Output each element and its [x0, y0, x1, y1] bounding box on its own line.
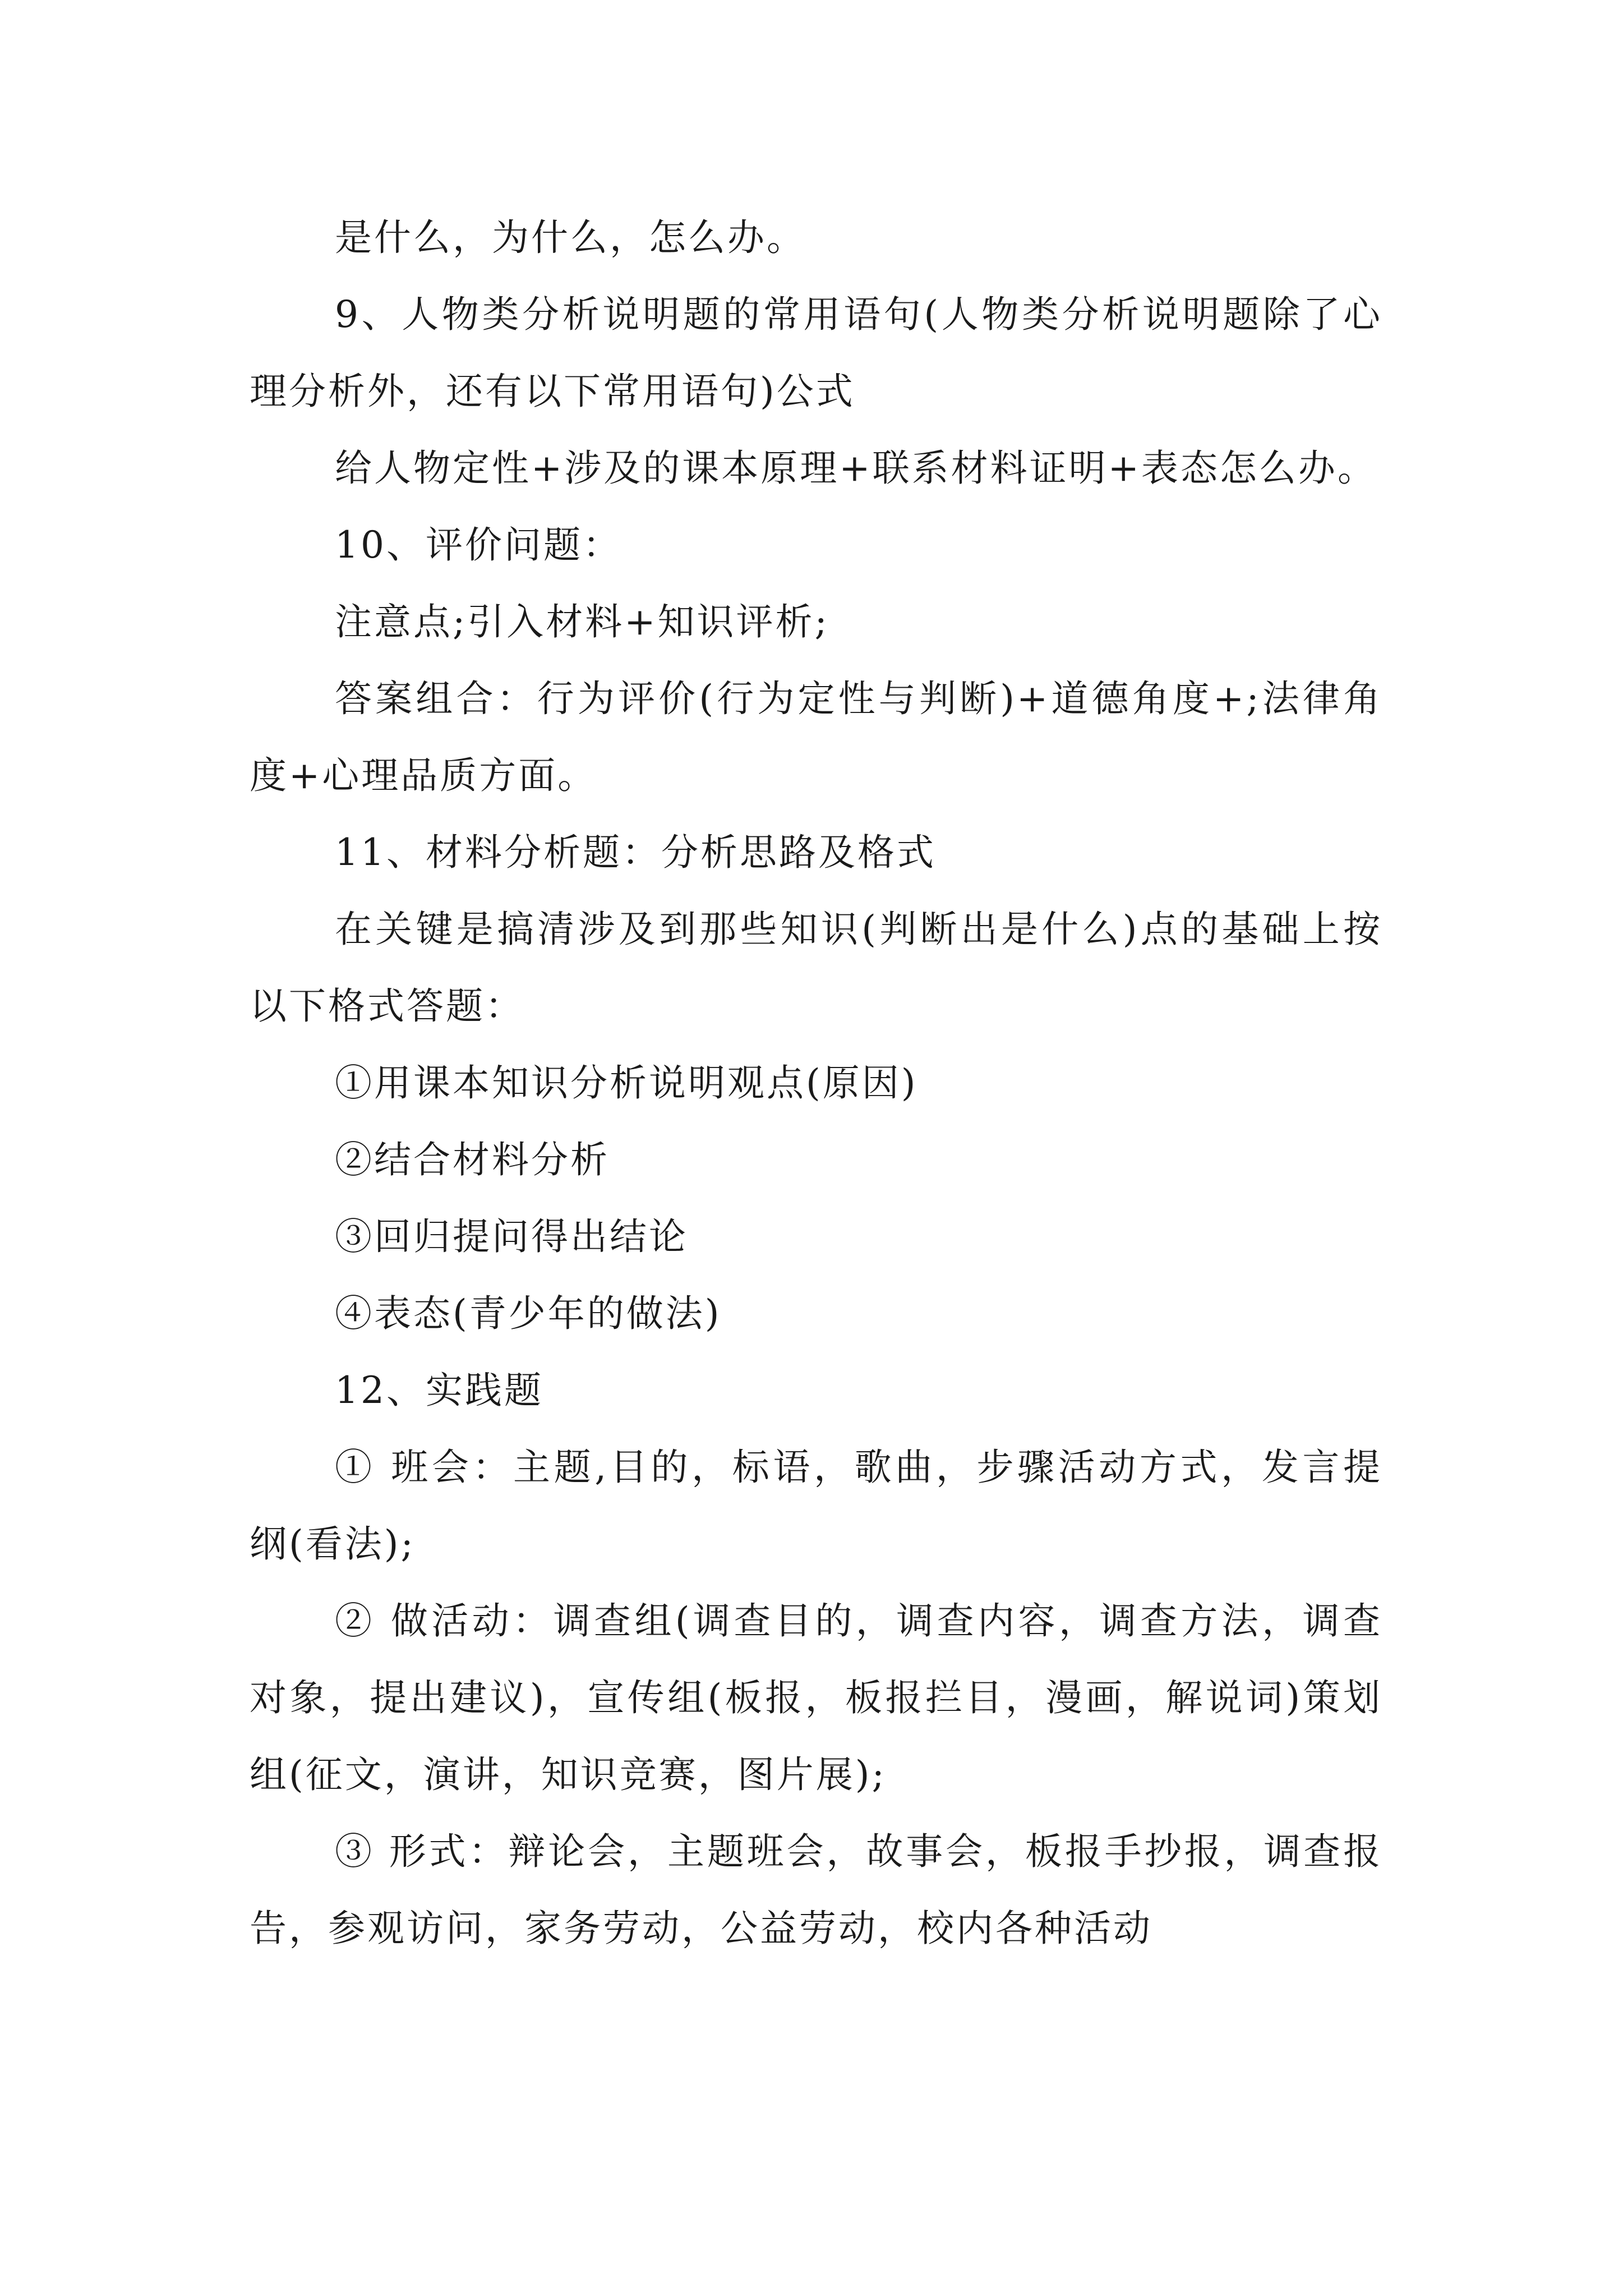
paragraph: 答案组合：行为评价(行为定性与判断)+道德角度+;法律角度+心理品质方面。 — [250, 677, 1382, 797]
paragraph: 在关键是搞清涉及到那些知识(判断出是什么)点的基础上按以下格式答题： — [250, 908, 1382, 1028]
paragraph: 12、实践题 — [335, 1369, 543, 1412]
paragraph: ② 做活动：调查组(调查目的，调查内容，调查方法，调查对象，提出建议)，宣传组(板报，板报拦目，漫画，解说词)策划组(征文，演讲，知识竞赛，图片展); — [250, 1599, 1382, 1796]
document-body — [250, 199, 1382, 1967]
paragraph: ①用课本知识分析说明观点(原因) — [335, 1061, 918, 1105]
paragraph: 11、材料分析题：分析思路及格式 — [335, 831, 936, 874]
paragraph: 10、评价问题： — [335, 523, 622, 567]
paragraph: ③ 形式：辩论会，主题班会，故事会，板报手抄报，调查报告，参观访问，家务劳动，公益劳动，校内各种活动 — [250, 1830, 1382, 1950]
paragraph: ① 班会：主题,目的，标语，歌曲，步骤活动方式，发言提纲(看法); — [250, 1446, 1382, 1566]
paragraph: 注意点;引入材料+知识评析; — [335, 600, 829, 643]
paragraph: 是什么，为什么，怎么办。 — [335, 216, 806, 259]
paragraph: ③回归提问得出结论 — [335, 1215, 688, 1258]
paragraph: ②结合材料分析 — [335, 1138, 610, 1181]
paragraph: 给人物定性+涉及的课本原理+联系材料证明+表态怎么办。 — [335, 447, 1377, 490]
paragraph: ④表态(青少年的做法) — [335, 1292, 722, 1335]
paragraph: 9、人物类分析说明题的常用语句(人物类分析说明题除了心理分析外，还有以下常用语句)公式 — [250, 293, 1382, 413]
